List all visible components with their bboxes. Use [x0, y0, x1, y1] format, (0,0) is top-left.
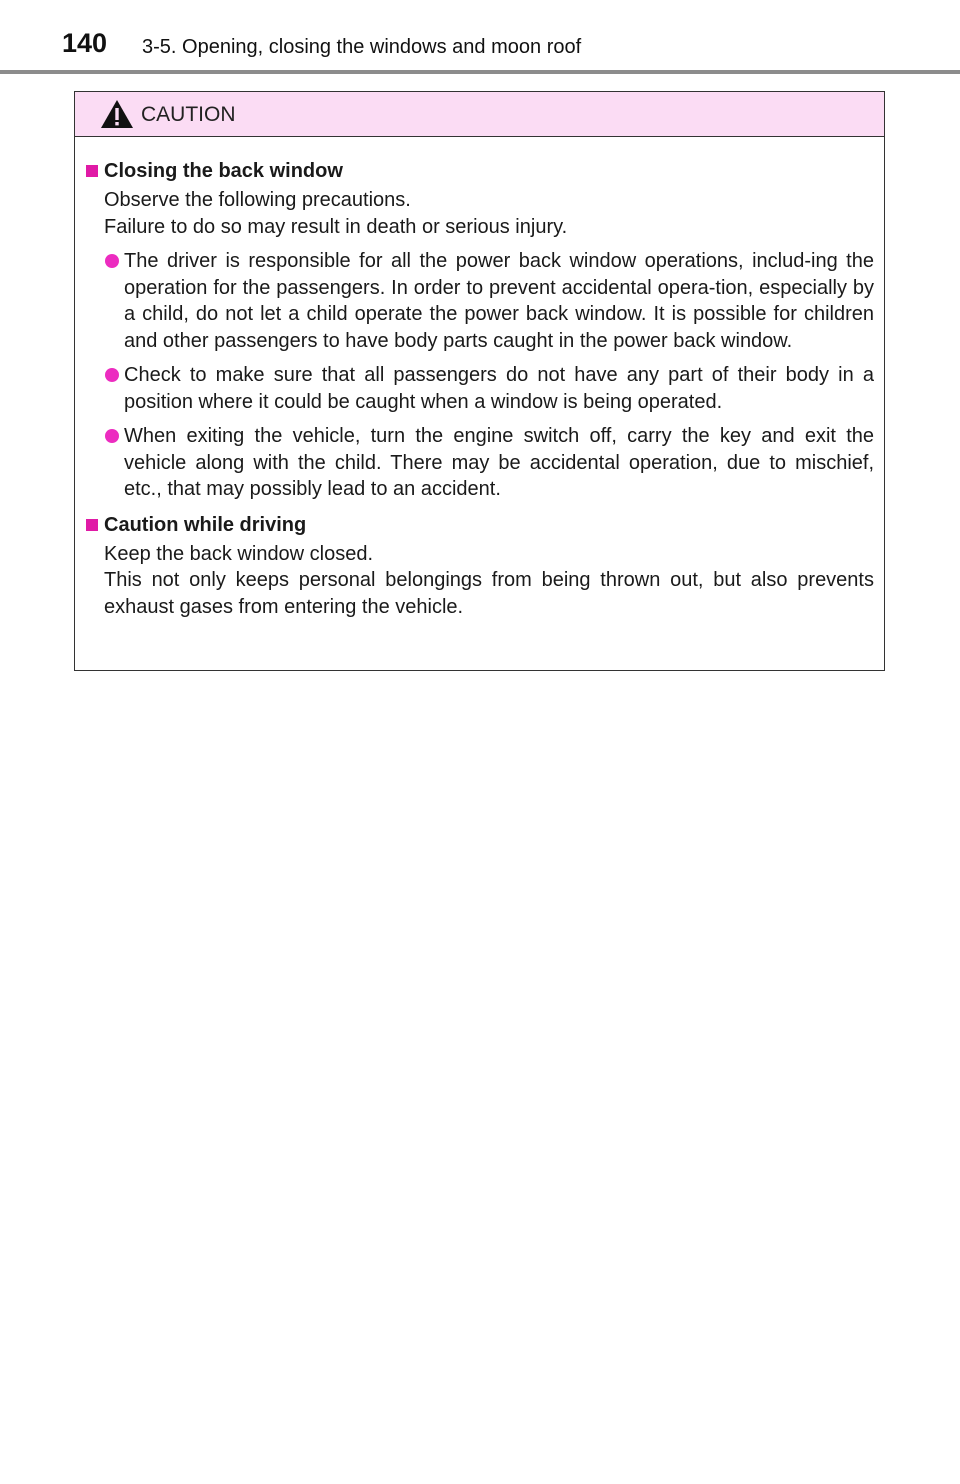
section-heading-text: Caution while driving	[104, 513, 307, 536]
square-bullet-icon	[86, 519, 98, 531]
page-header	[0, 0, 960, 74]
circle-bullet-icon	[105, 429, 119, 443]
square-bullet-icon	[86, 165, 98, 177]
section-heading	[83, 511, 874, 539]
list-item-text: Check to make sure that all passengers do not have any part of their body in a position where it could be caught when a window is being operated.	[124, 364, 874, 413]
header-divider	[0, 70, 960, 74]
circle-bullet-icon	[105, 254, 119, 268]
list-item	[83, 362, 874, 415]
warning-triangle-icon	[99, 98, 135, 130]
caution-box	[74, 91, 885, 671]
section-intro: Keep the back window closed.	[104, 542, 374, 565]
circle-bullet-icon	[105, 368, 119, 382]
section-intro: Observe the following precautions.	[104, 189, 411, 211]
page-number: 140	[62, 28, 108, 58]
caution-header	[75, 92, 884, 137]
caution-label: CAUTION	[141, 103, 236, 126]
list-item-text: When exiting the vehicle, turn the engine switch off, carry the key and exit the vehicle along with the child. There may be accidental operation, due to mischief, etc., that may possibly lead to an accident.	[124, 425, 874, 500]
section-intro-2: Failure to do so may result in death or serious injury.	[104, 215, 568, 238]
list-item-text: The driver is responsible for all the power back window operations, includ-ing the operation for the passengers. In order to prevent accidental opera-tion, especially by a child, do not let a child operate the power back window. It is possible for children and other passengers to have body parts caught in the power back window.	[124, 250, 874, 352]
list-item	[83, 248, 874, 354]
section-heading-text: Closing the back window	[104, 160, 343, 182]
section-heading	[83, 157, 874, 185]
caution-body	[75, 137, 884, 620]
section-intro-2: This not only keeps personal belongings from being thrown out, but also prevents exhaust gases from entering the vehicle.	[104, 569, 874, 618]
list-item	[83, 423, 874, 503]
section-title: 3-5. Opening, closing the windows and moon roof	[142, 36, 582, 58]
